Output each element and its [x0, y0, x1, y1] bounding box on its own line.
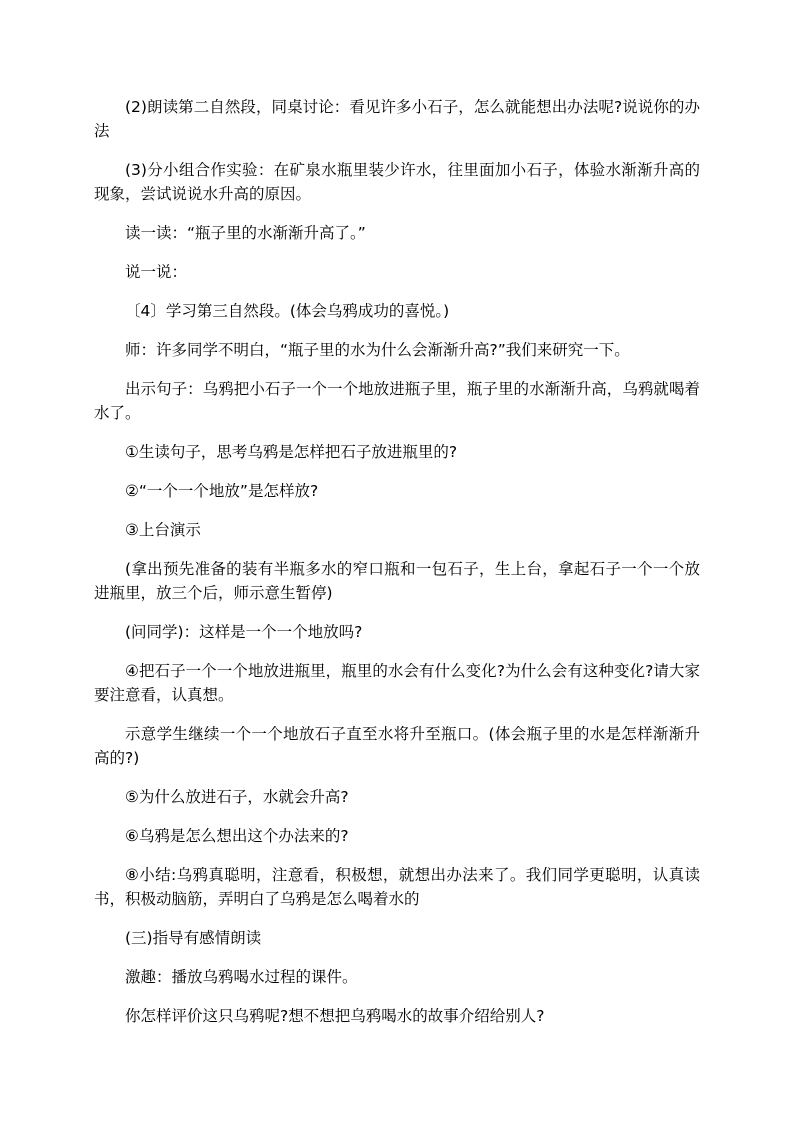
paragraph-step-1: ①生读句子，思考乌鸦是怎样把石子放进瓶里的?	[125, 443, 458, 461]
paragraph-ask-classmates: (问同学)：这样是一个一个地放吗?	[125, 623, 363, 641]
document-body	[94, 95, 700, 1043]
paragraph-step-6: ⑥乌鸦是怎么想出这个办法来的?	[125, 827, 349, 845]
paragraph-teacher-question: 师：许多同学不明白，“瓶子里的水为什么会渐渐升高?”我们来研究一下。	[125, 341, 630, 359]
paragraph-read-aloud: 读一读：“瓶子里的水渐渐升高了。”	[125, 224, 366, 242]
paragraph-summary: ⑧小结:乌鸦真聪明，注意看，积极想，就想出办法来了。我们同学更聪明，认真读书，积极动脑筋，弄明白了乌鸦是怎么喝着水的	[94, 866, 700, 908]
paragraph-continue-demo: 示意学生继续一个一个地放石子直至水将升至瓶口。(体会瓶子里的水是怎样渐渐升高的?)	[94, 725, 700, 767]
paragraph-group-experiment: (3)分小组合作实验：在矿泉水瓶里装少许水，往里面加小石子，体验水渐渐升高的现象，尝试说说水升高的原因。	[94, 161, 700, 203]
paragraph-section-three-heading: (三)指导有感情朗读	[125, 929, 262, 947]
paragraph-show-sentence: 出示句子：乌鸦把小石子一个一个地放进瓶子里，瓶子里的水渐渐升高，乌鸦就喝着水了。	[94, 380, 700, 422]
paragraph-third-section: 〔4〕学习第三自然段。(体会乌鸦成功的喜悦。)	[125, 302, 450, 320]
paragraph-demo-note: (拿出预先准备的装有半瓶多水的窄口瓶和一包石子，生上台，拿起石子一个一个放进瓶里，放三个后，师示意生暂停)	[94, 560, 700, 602]
paragraph-step-3: ③上台演示	[125, 521, 201, 539]
paragraph-step-4: ④把石子一个一个地放进瓶里，瓶里的水会有什么变化?为什么会有这种变化?请大家要注意看，认真想。	[94, 662, 700, 704]
paragraph-discuss-second-section: (2)朗读第二自然段，同桌讨论：看见许多小石子，怎么就能想出办法呢?说说你的办法	[94, 98, 700, 140]
paragraph-evaluate-crow: 你怎样评价这只乌鸦呢?想不想把乌鸦喝水的故事介绍给别人?	[125, 1007, 545, 1025]
paragraph-say: 说一说：	[125, 263, 188, 281]
paragraph-motivation: 激趣：播放乌鸦喝水过程的课件。	[125, 968, 358, 986]
paragraph-step-2: ②“一个一个地放”是怎样放?	[125, 482, 319, 500]
paragraph-step-5: ⑤为什么放进石子，水就会升高?	[125, 788, 349, 806]
